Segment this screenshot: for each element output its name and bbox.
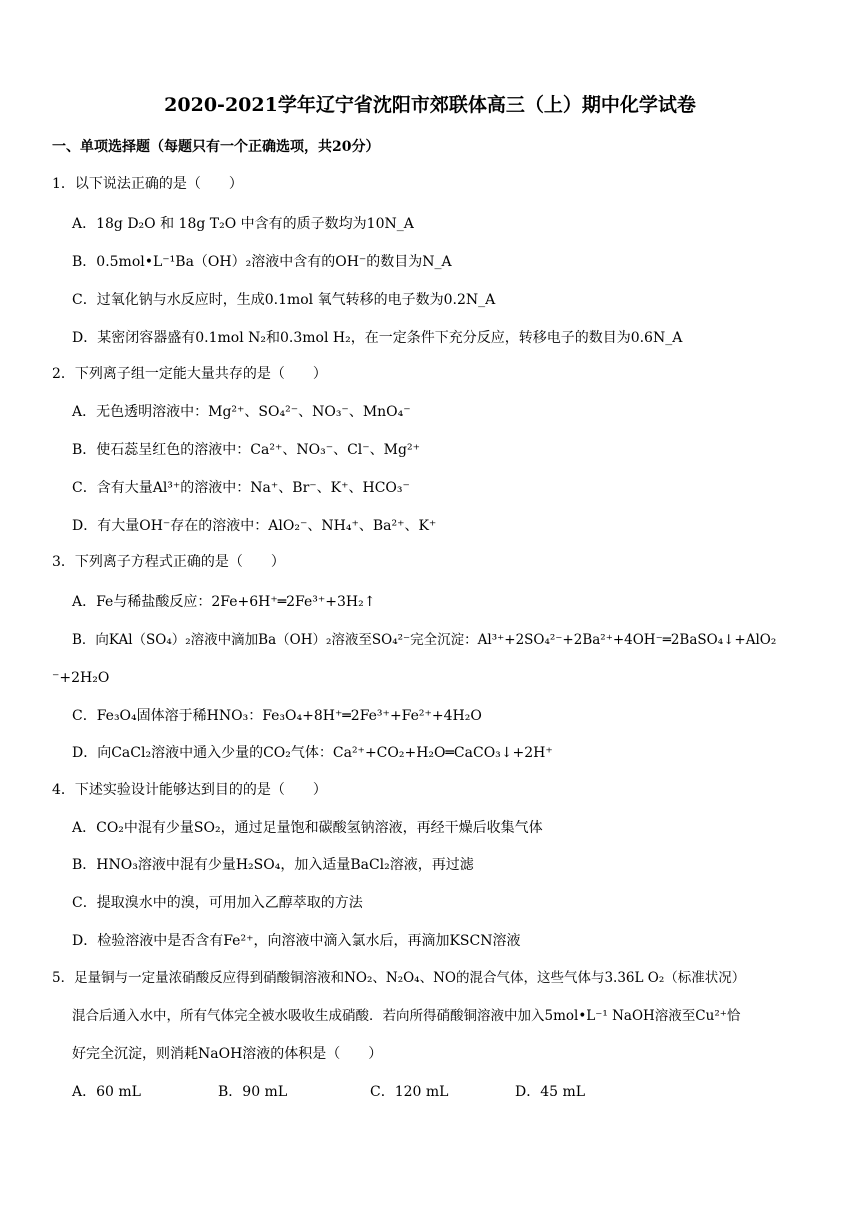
question-1-option-b: B．0.5mol•L⁻¹Ba（OH）₂溶液中含有的OH⁻的数目为N_A (72, 254, 452, 270)
question-5-option-c: C．120 mL (370, 1084, 449, 1100)
question-2-option-c: C．含有大量Al³⁺的溶液中：Na⁺、Br⁻、K⁺、HCO₃⁻ (72, 480, 410, 496)
question-3-option-b: B．向KAl（SO₄）₂溶液中滴加Ba（OH）₂溶液至SO₄²⁻完全沉淀：Al³⁺+2SO₄²⁻+2Ba²⁺+4OH⁻═2BaSO₄↓+AlO₂ (72, 632, 777, 648)
question-2-option-b: B．使石蕊呈红色的溶液中：Ca²⁺、NO₃⁻、Cl⁻、Mg²⁺ (72, 442, 420, 458)
question-3-option-b-continued: ⁻+2H₂O (52, 670, 110, 686)
question-4-stem: 4．下述实验设计能够达到目的的是（ ） (52, 782, 327, 798)
page-title: 2020-2021学年辽宁省沈阳市郊联体高三（上）期中化学试卷 (164, 94, 696, 116)
question-4-option-a: A．CO₂中混有少量SO₂，通过足量饱和碳酸氢钠溶液，再经干燥后收集气体 (72, 820, 543, 836)
question-1-option-d: D．某密闭容器盛有0.1mol N₂和0.3mol H₂，在一定条件下充分反应，转移电子的数目为0.6N_A (72, 330, 683, 346)
question-5-stem-line-1: 5．足量铜与一定量浓硝酸反应得到硝酸铜溶液和NO₂、N₂O₄、NO的混合气体，这些气体与3.36L O₂（标准状况） (52, 970, 746, 986)
question-1-option-a: A．18g D₂O 和 18g T₂O 中含有的质子数均为10N_A (72, 216, 414, 232)
question-2-stem: 2．下列离子组一定能大量共存的是（ ） (52, 366, 327, 382)
question-5-stem-line-3: 好完全沉淀，则消耗NaOH溶液的体积是（ ） (72, 1046, 383, 1062)
section-heading: 一、单项选择题（每题只有一个正确选项，共20分） (52, 139, 380, 155)
question-5-stem-line-2: 混合后通入水中，所有气体完全被水吸收生成硝酸．若向所得硝酸铜溶液中加入5mol•L⁻¹ NaOH溶液至Cu²⁺恰 (72, 1008, 741, 1024)
question-2-option-d: D．有大量OH⁻存在的溶液中：AlO₂⁻、NH₄⁺、Ba²⁺、K⁺ (72, 518, 437, 534)
question-4-option-b: B．HNO₃溶液中混有少量H₂SO₄，加入适量BaCl₂溶液，再过滤 (72, 857, 474, 873)
question-1-option-c: C．过氧化钠与水反应时，生成0.1mol 氧气转移的电子数为0.2N_A (72, 292, 496, 308)
question-5-option-b: B．90 mL (218, 1084, 288, 1100)
question-2-option-a: A．无色透明溶液中：Mg²⁺、SO₄²⁻、NO₃⁻、MnO₄⁻ (72, 404, 411, 420)
question-4-option-c: C．提取溴水中的溴，可用加入乙醇萃取的方法 (72, 895, 363, 911)
question-3-option-a: A．Fe与稀盐酸反应：2Fe+6H⁺═2Fe³⁺+3H₂↑ (72, 594, 376, 610)
question-3-stem: 3．下列离子方程式正确的是（ ） (52, 554, 285, 570)
question-3-option-d: D．向CaCl₂溶液中通入少量的CO₂气体：Ca²⁺+CO₂+H₂O═CaCO₃↓+2H⁺ (72, 745, 553, 761)
question-1-stem: 1．以下说法正确的是（ ） (52, 176, 243, 192)
question-5-option-a: A．60 mL (72, 1084, 141, 1100)
question-5-option-d: D．45 mL (515, 1084, 586, 1100)
question-3-option-c: C．Fe₃O₄固体溶于稀HNO₃：Fe₃O₄+8H⁺═2Fe³⁺+Fe²⁺+4H₂O (72, 708, 482, 724)
question-4-option-d: D．检验溶液中是否含有Fe²⁺，向溶液中滴入氯水后，再滴加KSCN溶液 (72, 933, 521, 949)
